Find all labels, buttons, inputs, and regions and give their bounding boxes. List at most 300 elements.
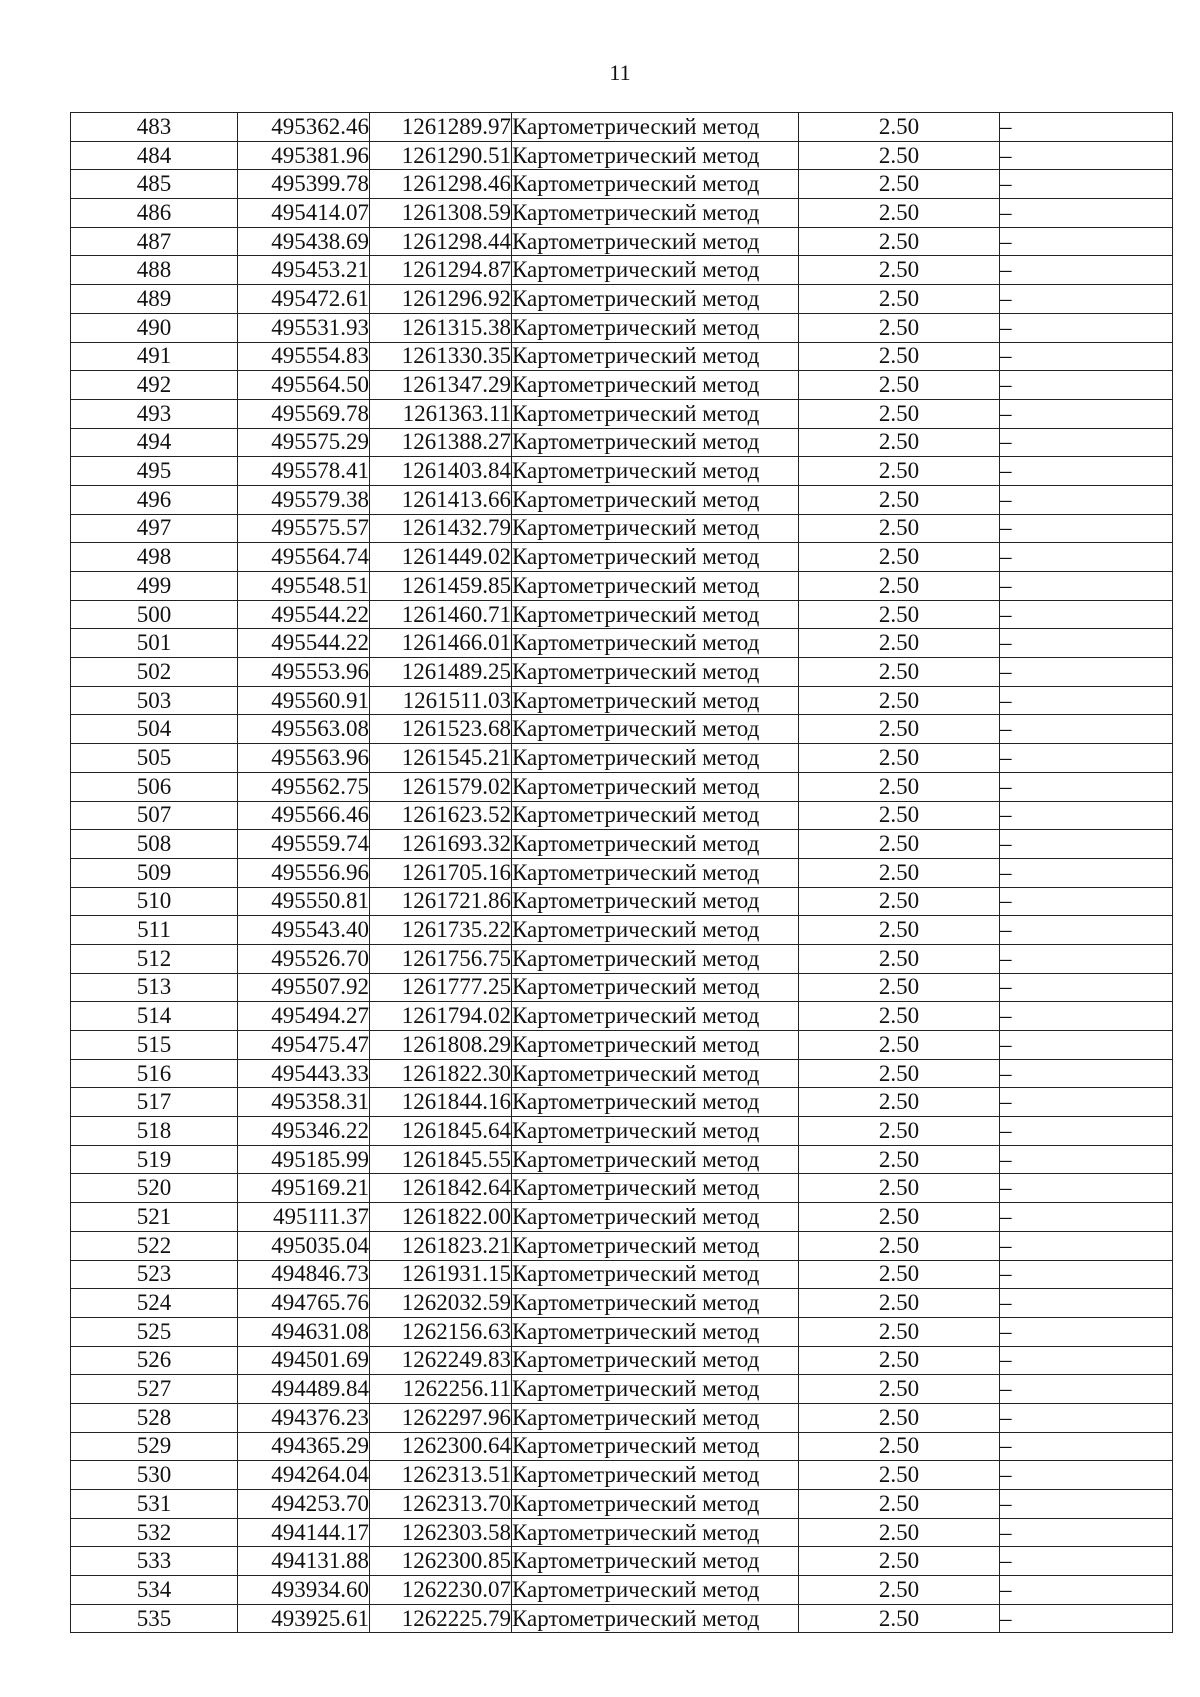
point-number-cell: 511	[71, 916, 238, 945]
coordinate-x-cell: 495531.93	[238, 313, 370, 342]
coordinate-y-cell: 1261756.75	[370, 944, 512, 973]
coordinate-y-cell: 1262313.70	[370, 1490, 512, 1519]
note-cell: –	[1000, 1317, 1173, 1346]
table-row	[71, 1403, 1173, 1432]
coordinate-y-cell: 1261290.51	[370, 141, 512, 170]
coordinate-x-cell: 495578.41	[238, 457, 370, 486]
accuracy-cell: 2.50	[799, 1059, 1000, 1088]
point-number-cell: 513	[71, 973, 238, 1002]
coordinate-y-cell: 1261460.71	[370, 600, 512, 629]
point-number-cell: 499	[71, 572, 238, 601]
coordinate-x-cell: 495564.50	[238, 371, 370, 400]
coordinate-x-cell: 495556.96	[238, 858, 370, 887]
method-cell: Картометрический метод	[512, 801, 799, 830]
accuracy-cell: 2.50	[799, 1461, 1000, 1490]
accuracy-cell: 2.50	[799, 428, 1000, 457]
method-cell: Картометрический метод	[512, 1117, 799, 1146]
note-cell: –	[1000, 629, 1173, 658]
point-number-cell: 498	[71, 543, 238, 572]
accuracy-cell: 2.50	[799, 1403, 1000, 1432]
point-number-cell: 507	[71, 801, 238, 830]
method-cell: Картометрический метод	[512, 1031, 799, 1060]
accuracy-cell: 2.50	[799, 629, 1000, 658]
table-row	[71, 485, 1173, 514]
point-number-cell: 521	[71, 1203, 238, 1232]
method-cell: Картометрический метод	[512, 887, 799, 916]
method-cell: Картометрический метод	[512, 1490, 799, 1519]
accuracy-cell: 2.50	[799, 256, 1000, 285]
note-cell: –	[1000, 715, 1173, 744]
accuracy-cell: 2.50	[799, 1490, 1000, 1519]
point-number-cell: 487	[71, 227, 238, 256]
point-number-cell: 533	[71, 1547, 238, 1576]
coordinate-x-cell: 495185.99	[238, 1145, 370, 1174]
coordinate-y-cell: 1261822.30	[370, 1059, 512, 1088]
table-row	[71, 686, 1173, 715]
coordinate-x-cell: 494489.84	[238, 1375, 370, 1404]
coordinate-x-cell: 495553.96	[238, 658, 370, 687]
point-number-cell: 508	[71, 830, 238, 859]
coordinate-y-cell: 1261721.86	[370, 887, 512, 916]
point-number-cell: 492	[71, 371, 238, 400]
accuracy-cell: 2.50	[799, 1518, 1000, 1547]
coordinate-x-cell: 495563.08	[238, 715, 370, 744]
method-cell: Картометрический метод	[512, 916, 799, 945]
point-number-cell: 532	[71, 1518, 238, 1547]
method-cell: Картометрический метод	[512, 1203, 799, 1232]
point-number-cell: 485	[71, 170, 238, 199]
note-cell: –	[1000, 1059, 1173, 1088]
table-row	[71, 715, 1173, 744]
note-cell: –	[1000, 744, 1173, 773]
coordinate-y-cell: 1261823.21	[370, 1231, 512, 1260]
table-row	[71, 1088, 1173, 1117]
accuracy-cell: 2.50	[799, 1375, 1000, 1404]
note-cell: –	[1000, 1117, 1173, 1146]
point-number-cell: 483	[71, 113, 238, 142]
table-row	[71, 1490, 1173, 1519]
method-cell: Картометрический метод	[512, 572, 799, 601]
coordinate-x-cell: 494631.08	[238, 1317, 370, 1346]
note-cell: –	[1000, 973, 1173, 1002]
point-number-cell: 531	[71, 1490, 238, 1519]
accuracy-cell: 2.50	[799, 1002, 1000, 1031]
point-number-cell: 514	[71, 1002, 238, 1031]
coordinate-y-cell: 1261413.66	[370, 485, 512, 514]
page-number: 11	[609, 60, 631, 85]
table-row	[71, 399, 1173, 428]
coordinate-y-cell: 1261822.00	[370, 1203, 512, 1232]
accuracy-cell: 2.50	[799, 1576, 1000, 1605]
note-cell: –	[1000, 1547, 1173, 1576]
point-number-cell: 528	[71, 1403, 238, 1432]
method-cell: Картометрический метод	[512, 313, 799, 342]
point-number-cell: 518	[71, 1117, 238, 1146]
table-row	[71, 801, 1173, 830]
coordinate-y-cell: 1261842.64	[370, 1174, 512, 1203]
point-number-cell: 534	[71, 1576, 238, 1605]
table-row	[71, 830, 1173, 859]
note-cell: –	[1000, 801, 1173, 830]
coordinate-x-cell: 494131.88	[238, 1547, 370, 1576]
coordinate-x-cell: 495559.74	[238, 830, 370, 859]
accuracy-cell: 2.50	[799, 1547, 1000, 1576]
accuracy-cell: 2.50	[799, 514, 1000, 543]
point-number-cell: 509	[71, 858, 238, 887]
accuracy-cell: 2.50	[799, 858, 1000, 887]
method-cell: Картометрический метод	[512, 1576, 799, 1605]
note-cell: –	[1000, 113, 1173, 142]
point-number-cell: 490	[71, 313, 238, 342]
coordinate-y-cell: 1261794.02	[370, 1002, 512, 1031]
note-cell: –	[1000, 514, 1173, 543]
method-cell: Картометрический метод	[512, 170, 799, 199]
point-number-cell: 488	[71, 256, 238, 285]
coordinate-x-cell: 495381.96	[238, 141, 370, 170]
table-row	[71, 916, 1173, 945]
coordinate-x-cell: 495569.78	[238, 399, 370, 428]
coordinate-x-cell: 494501.69	[238, 1346, 370, 1375]
table-row	[71, 457, 1173, 486]
point-number-cell: 530	[71, 1461, 238, 1490]
coordinate-x-cell: 495035.04	[238, 1231, 370, 1260]
coordinate-x-cell: 494765.76	[238, 1289, 370, 1318]
note-cell: –	[1000, 658, 1173, 687]
accuracy-cell: 2.50	[799, 1117, 1000, 1146]
method-cell: Картометрический метод	[512, 1260, 799, 1289]
accuracy-cell: 2.50	[799, 1604, 1000, 1633]
note-cell: –	[1000, 170, 1173, 199]
accuracy-cell: 2.50	[799, 916, 1000, 945]
method-cell: Картометрический метод	[512, 457, 799, 486]
method-cell: Картометрический метод	[512, 629, 799, 658]
accuracy-cell: 2.50	[799, 485, 1000, 514]
coordinate-y-cell: 1261777.25	[370, 973, 512, 1002]
note-cell: –	[1000, 1346, 1173, 1375]
accuracy-cell: 2.50	[799, 1432, 1000, 1461]
note-cell: –	[1000, 199, 1173, 228]
coordinate-x-cell: 493925.61	[238, 1604, 370, 1633]
coordinate-x-cell: 495507.92	[238, 973, 370, 1002]
accuracy-cell: 2.50	[799, 1346, 1000, 1375]
point-number-cell: 506	[71, 772, 238, 801]
accuracy-cell: 2.50	[799, 944, 1000, 973]
method-cell: Картометрический метод	[512, 256, 799, 285]
coordinate-x-cell: 495414.07	[238, 199, 370, 228]
point-number-cell: 504	[71, 715, 238, 744]
coordinate-x-cell: 495472.61	[238, 285, 370, 314]
method-cell: Картометрический метод	[512, 227, 799, 256]
table-row	[71, 858, 1173, 887]
accuracy-cell: 2.50	[799, 600, 1000, 629]
note-cell: –	[1000, 858, 1173, 887]
point-number-cell: 519	[71, 1145, 238, 1174]
point-number-cell: 486	[71, 199, 238, 228]
point-number-cell: 510	[71, 887, 238, 916]
method-cell: Картометрический метод	[512, 199, 799, 228]
coordinate-y-cell: 1261330.35	[370, 342, 512, 371]
coordinate-y-cell: 1261844.16	[370, 1088, 512, 1117]
coordinate-x-cell: 495575.29	[238, 428, 370, 457]
method-cell: Картометрический метод	[512, 1547, 799, 1576]
accuracy-cell: 2.50	[799, 113, 1000, 142]
table-row	[71, 1375, 1173, 1404]
note-cell: –	[1000, 1432, 1173, 1461]
note-cell: –	[1000, 543, 1173, 572]
accuracy-cell: 2.50	[799, 371, 1000, 400]
method-cell: Картометрический метод	[512, 1317, 799, 1346]
method-cell: Картометрический метод	[512, 600, 799, 629]
coordinate-y-cell: 1262156.63	[370, 1317, 512, 1346]
point-number-cell: 529	[71, 1432, 238, 1461]
coordinate-x-cell: 495563.96	[238, 744, 370, 773]
point-number-cell: 502	[71, 658, 238, 687]
coordinate-x-cell: 495362.46	[238, 113, 370, 142]
table-row	[71, 1059, 1173, 1088]
coordinate-y-cell: 1262230.07	[370, 1576, 512, 1605]
coordinate-y-cell: 1261308.59	[370, 199, 512, 228]
accuracy-cell: 2.50	[799, 199, 1000, 228]
table-row	[71, 1576, 1173, 1605]
coordinate-x-cell: 493934.60	[238, 1576, 370, 1605]
coordinate-y-cell: 1261623.52	[370, 801, 512, 830]
note-cell: –	[1000, 772, 1173, 801]
note-cell: –	[1000, 1088, 1173, 1117]
coordinate-x-cell: 495453.21	[238, 256, 370, 285]
accuracy-cell: 2.50	[799, 1231, 1000, 1260]
table-row	[71, 113, 1173, 142]
method-cell: Картометрический метод	[512, 1088, 799, 1117]
note-cell: –	[1000, 1518, 1173, 1547]
method-cell: Картометрический метод	[512, 830, 799, 859]
point-number-cell: 520	[71, 1174, 238, 1203]
note-cell: –	[1000, 371, 1173, 400]
table-row	[71, 1174, 1173, 1203]
note-cell: –	[1000, 1145, 1173, 1174]
note-cell: –	[1000, 485, 1173, 514]
coordinate-x-cell: 495443.33	[238, 1059, 370, 1088]
method-cell: Картометрический метод	[512, 485, 799, 514]
method-cell: Картометрический метод	[512, 1145, 799, 1174]
coordinate-y-cell: 1261845.55	[370, 1145, 512, 1174]
table-row	[71, 371, 1173, 400]
table-row	[71, 1547, 1173, 1576]
coordinate-x-cell: 495564.74	[238, 543, 370, 572]
coordinate-y-cell: 1261523.68	[370, 715, 512, 744]
note-cell: –	[1000, 944, 1173, 973]
method-cell: Картометрический метод	[512, 1002, 799, 1031]
table-row	[71, 1117, 1173, 1146]
note-cell: –	[1000, 887, 1173, 916]
table-row	[71, 1031, 1173, 1060]
note-cell: –	[1000, 830, 1173, 859]
coordinate-y-cell: 1261388.27	[370, 428, 512, 457]
point-number-cell: 527	[71, 1375, 238, 1404]
accuracy-cell: 2.50	[799, 543, 1000, 572]
coordinate-y-cell: 1261931.15	[370, 1260, 512, 1289]
coordinate-y-cell: 1261545.21	[370, 744, 512, 773]
point-number-cell: 500	[71, 600, 238, 629]
table-row	[71, 342, 1173, 371]
accuracy-cell: 2.50	[799, 1174, 1000, 1203]
coordinate-x-cell: 494264.04	[238, 1461, 370, 1490]
accuracy-cell: 2.50	[799, 1317, 1000, 1346]
method-cell: Картометрический метод	[512, 371, 799, 400]
coordinate-y-cell: 1261296.92	[370, 285, 512, 314]
note-cell: –	[1000, 1289, 1173, 1318]
coordinate-y-cell: 1261298.44	[370, 227, 512, 256]
method-cell: Картометрический метод	[512, 1518, 799, 1547]
point-number-cell: 526	[71, 1346, 238, 1375]
method-cell: Картометрический метод	[512, 1346, 799, 1375]
table-row	[71, 1289, 1173, 1318]
coordinate-y-cell: 1261511.03	[370, 686, 512, 715]
point-number-cell: 493	[71, 399, 238, 428]
table-row	[71, 514, 1173, 543]
coordinate-x-cell: 494846.73	[238, 1260, 370, 1289]
point-number-cell: 525	[71, 1317, 238, 1346]
coordinate-y-cell: 1262297.96	[370, 1403, 512, 1432]
coordinate-y-cell: 1262256.11	[370, 1375, 512, 1404]
note-cell: –	[1000, 1031, 1173, 1060]
coordinate-y-cell: 1262032.59	[370, 1289, 512, 1318]
table-row	[71, 1260, 1173, 1289]
accuracy-cell: 2.50	[799, 1088, 1000, 1117]
table-row	[71, 1145, 1173, 1174]
coordinate-x-cell: 495544.22	[238, 600, 370, 629]
point-number-cell: 535	[71, 1604, 238, 1633]
point-number-cell: 523	[71, 1260, 238, 1289]
method-cell: Картометрический метод	[512, 428, 799, 457]
coordinate-y-cell: 1261432.79	[370, 514, 512, 543]
coordinates-table	[70, 112, 1173, 1633]
coordinates-table-body	[71, 113, 1173, 1633]
coordinate-x-cell: 495560.91	[238, 686, 370, 715]
coordinate-y-cell: 1262249.83	[370, 1346, 512, 1375]
table-row	[71, 1231, 1173, 1260]
accuracy-cell: 2.50	[799, 887, 1000, 916]
coordinate-y-cell: 1261315.38	[370, 313, 512, 342]
coordinate-y-cell: 1261735.22	[370, 916, 512, 945]
note-cell: –	[1000, 342, 1173, 371]
accuracy-cell: 2.50	[799, 1203, 1000, 1232]
coordinate-y-cell: 1261347.29	[370, 371, 512, 400]
coordinate-x-cell: 495579.38	[238, 485, 370, 514]
accuracy-cell: 2.50	[799, 342, 1000, 371]
coordinate-y-cell: 1261449.02	[370, 543, 512, 572]
table-row	[71, 1346, 1173, 1375]
coordinate-x-cell: 494253.70	[238, 1490, 370, 1519]
note-cell: –	[1000, 1403, 1173, 1432]
table-row	[71, 1518, 1173, 1547]
method-cell: Картометрический метод	[512, 543, 799, 572]
accuracy-cell: 2.50	[799, 973, 1000, 1002]
table-row	[71, 944, 1173, 973]
method-cell: Картометрический метод	[512, 1403, 799, 1432]
method-cell: Картометрический метод	[512, 658, 799, 687]
coordinate-y-cell: 1261459.85	[370, 572, 512, 601]
note-cell: –	[1000, 457, 1173, 486]
accuracy-cell: 2.50	[799, 1260, 1000, 1289]
coordinate-x-cell: 494365.29	[238, 1432, 370, 1461]
note-cell: –	[1000, 1375, 1173, 1404]
coordinate-x-cell: 495358.31	[238, 1088, 370, 1117]
coordinate-x-cell: 495543.40	[238, 916, 370, 945]
note-cell: –	[1000, 600, 1173, 629]
accuracy-cell: 2.50	[799, 658, 1000, 687]
table-row	[71, 887, 1173, 916]
point-number-cell: 524	[71, 1289, 238, 1318]
coordinate-x-cell: 495550.81	[238, 887, 370, 916]
method-cell: Картометрический метод	[512, 342, 799, 371]
table-row	[71, 600, 1173, 629]
note-cell: –	[1000, 399, 1173, 428]
note-cell: –	[1000, 141, 1173, 170]
coordinate-y-cell: 1262313.51	[370, 1461, 512, 1490]
note-cell: –	[1000, 1231, 1173, 1260]
accuracy-cell: 2.50	[799, 1289, 1000, 1318]
coordinate-y-cell: 1261298.46	[370, 170, 512, 199]
table-row	[71, 1317, 1173, 1346]
table-row	[71, 285, 1173, 314]
point-number-cell: 505	[71, 744, 238, 773]
coordinate-y-cell: 1261579.02	[370, 772, 512, 801]
point-number-cell: 515	[71, 1031, 238, 1060]
table-row	[71, 199, 1173, 228]
table-row	[71, 629, 1173, 658]
coordinate-x-cell: 495438.69	[238, 227, 370, 256]
method-cell: Картометрический метод	[512, 686, 799, 715]
coordinate-y-cell: 1262300.64	[370, 1432, 512, 1461]
point-number-cell: 503	[71, 686, 238, 715]
accuracy-cell: 2.50	[799, 801, 1000, 830]
point-number-cell: 491	[71, 342, 238, 371]
table-row	[71, 1461, 1173, 1490]
coordinate-y-cell: 1261808.29	[370, 1031, 512, 1060]
point-number-cell: 496	[71, 485, 238, 514]
table-row	[71, 227, 1173, 256]
accuracy-cell: 2.50	[799, 772, 1000, 801]
table-row	[71, 543, 1173, 572]
point-number-cell: 512	[71, 944, 238, 973]
table-row	[71, 428, 1173, 457]
coordinate-x-cell: 495562.75	[238, 772, 370, 801]
coordinate-x-cell: 495575.57	[238, 514, 370, 543]
method-cell: Картометрический метод	[512, 744, 799, 773]
table-row	[71, 772, 1173, 801]
note-cell: –	[1000, 1490, 1173, 1519]
coordinate-x-cell: 495494.27	[238, 1002, 370, 1031]
method-cell: Картометрический метод	[512, 113, 799, 142]
point-number-cell: 497	[71, 514, 238, 543]
accuracy-cell: 2.50	[799, 1145, 1000, 1174]
accuracy-cell: 2.50	[799, 285, 1000, 314]
coordinate-y-cell: 1261289.97	[370, 113, 512, 142]
note-cell: –	[1000, 916, 1173, 945]
note-cell: –	[1000, 227, 1173, 256]
coordinate-y-cell: 1261489.25	[370, 658, 512, 687]
coordinate-x-cell: 495111.37	[238, 1203, 370, 1232]
coordinate-y-cell: 1262225.79	[370, 1604, 512, 1633]
method-cell: Картометрический метод	[512, 1432, 799, 1461]
table-row	[71, 744, 1173, 773]
note-cell: –	[1000, 1174, 1173, 1203]
note-cell: –	[1000, 428, 1173, 457]
point-number-cell: 517	[71, 1088, 238, 1117]
method-cell: Картометрический метод	[512, 1461, 799, 1490]
table-row	[71, 170, 1173, 199]
method-cell: Картометрический метод	[512, 1231, 799, 1260]
